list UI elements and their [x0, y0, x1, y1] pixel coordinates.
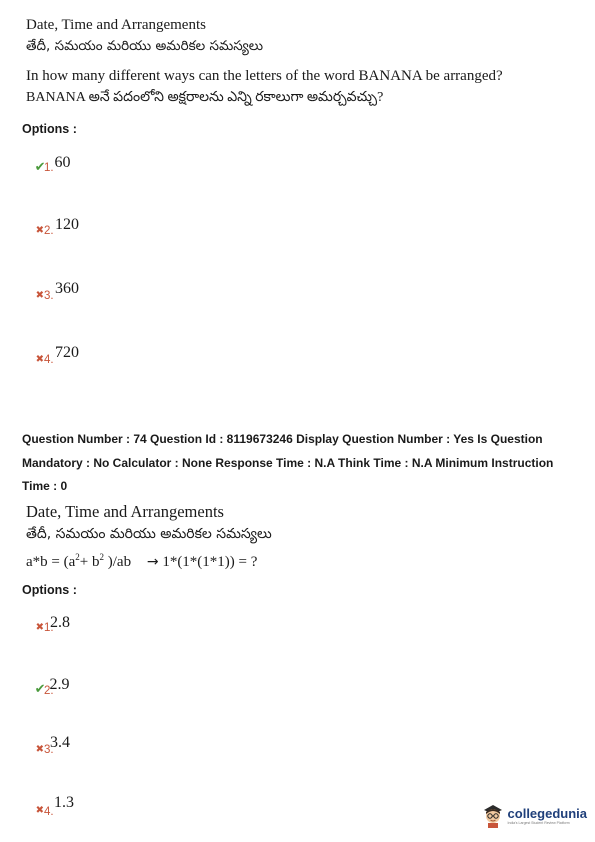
cross-icon: ✖	[35, 354, 44, 365]
q2-meta-line-2: Mandatory : No Calculator : None Response Time : N.A Think Time : N.A Minimum Instruction	[22, 455, 554, 470]
formula-part: + b	[79, 554, 100, 570]
cross-icon: ✖	[35, 225, 44, 236]
option-number: 4.	[44, 806, 54, 818]
cross-icon: ✖	[35, 744, 44, 755]
formula-superscript: 2	[75, 552, 80, 562]
option-value: 120	[54, 216, 79, 233]
option-value: 720	[54, 344, 79, 361]
formula-part: )/ab	[104, 554, 132, 570]
cross-icon: ✖	[35, 290, 44, 301]
q2-option-2[interactable]	[22, 676, 70, 697]
logo-tagline: India's Largest Student Review Platform	[507, 820, 570, 825]
option-number: 2.	[44, 225, 54, 237]
option-value: 2.8	[49, 614, 70, 631]
q2-option-1[interactable]	[22, 614, 70, 632]
q1-option-1[interactable]	[22, 154, 71, 175]
option-value: 360	[54, 280, 79, 297]
q2-topic: Date, Time and Arrangements	[26, 502, 224, 521]
q2-meta-line-3: Time : 0	[22, 479, 68, 493]
check-icon: ✔	[34, 682, 46, 697]
option-value: 1.3	[53, 794, 74, 811]
cross-icon: ✖	[35, 622, 44, 633]
option-number: 1.	[44, 162, 54, 174]
logo-wordmark: collegedunia	[507, 805, 587, 821]
arrow-icon: →	[146, 554, 159, 570]
formula-part: a*b = (a	[26, 554, 76, 570]
formula-superscript: 2	[99, 552, 104, 562]
q1-options-label: Options :	[22, 122, 77, 136]
option-number: 2.	[44, 685, 54, 697]
q1-option-2[interactable]	[22, 216, 79, 237]
option-number: 1.	[44, 622, 54, 634]
q1-question-english: In how many different ways can the letters of the word BANANA be arranged?	[26, 68, 503, 84]
q1-topic-telugu: తేదీ, సమయం మరియు అమరికల సమస్యలు	[26, 38, 263, 54]
student-mascot-icon	[481, 802, 505, 828]
q2-option-4[interactable]	[22, 794, 74, 818]
q1-question-telugu: BANANA అనే పదంలోని అక్షరాలను ఎన్ని రకాలుగా అమర్చవచ్చు?	[26, 90, 384, 105]
option-value: 2.9	[49, 676, 70, 693]
q1-option-3[interactable]	[22, 280, 79, 302]
option-value: 60	[54, 154, 71, 171]
q1-topic: Date, Time and Arrangements	[26, 17, 206, 33]
q2-options-label: Options :	[22, 583, 77, 597]
option-value: 3.4	[49, 734, 70, 751]
option-number: 4.	[44, 354, 54, 366]
q2-topic-telugu: తేదీ, సమయం మరియు అమరికల సమస్యలు	[26, 526, 272, 542]
collegedunia-logo	[481, 802, 587, 828]
option-number: 3.	[44, 290, 54, 302]
q2-formula	[26, 552, 257, 571]
q2-option-3[interactable]	[22, 734, 70, 756]
q2-meta-line-1: Question Number : 74 Question Id : 8119673246 Display Question Number : Yes Is Question	[22, 432, 543, 446]
q2-metadata	[22, 428, 582, 499]
formula-part: 1*(1*(1*1)) = ?	[158, 554, 258, 570]
q1-option-4[interactable]	[22, 344, 79, 366]
check-icon: ✔	[34, 160, 46, 175]
option-number: 3.	[44, 744, 54, 756]
cross-icon: ✖	[35, 805, 44, 816]
